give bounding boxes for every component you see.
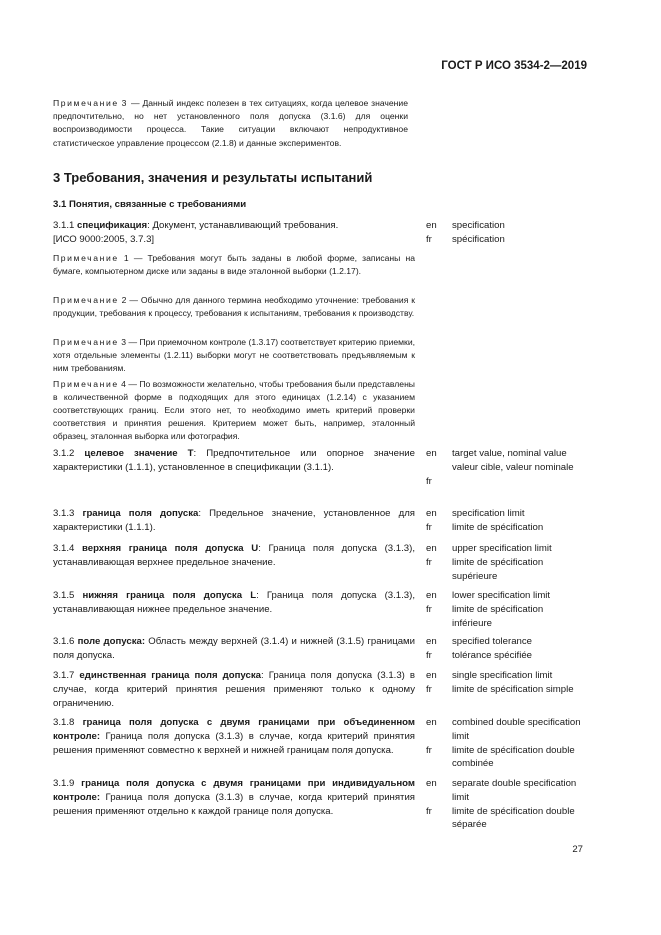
definition-3-1-1: 3.1.1 спецификация: Документ, устанавливающий требования. [ИСО 9000:2005, 3.7.3] [53, 220, 339, 245]
lang-code: en fr [426, 590, 437, 615]
definition-3-1-5: 3.1.5 нижняя граница поля допуска L: Граница поля допуска (3.1.3), устанавливающая нижнее предельное значение. [53, 590, 415, 615]
translation-3-1-6: specified tolerance tolérance spécifiée [452, 636, 532, 661]
section-title: 3 Требования, значения и результаты испытаний [53, 170, 373, 185]
lang-code: en fr [426, 508, 437, 533]
translation-3-1-2: target value, nominal value valeur cible, valeur nominale [452, 448, 574, 473]
intro-note: Примечание 3 — Данный индекс полезен в тех ситуациях, когда целевое значение предпочтительно, но нет установленного поля допуска (3.1.6) для оценки воспроизводимости процесса. Такие ситуации включают непродуктивное статистическое управление процессом (2.1.8) и данные экспериментов. [53, 98, 409, 148]
subsection-title: 3.1 Понятия, связанные с требованиями [53, 199, 247, 210]
translation-3-1-4: upper specification limit limite de spécification supérieure [452, 543, 552, 582]
translation-3-1-9: separate double specification limit limite de spécification double séparée [452, 778, 577, 831]
definition-3-1-8: 3.1.8 граница поля допуска с двумя границами при объединенном контроле: Граница поля допуска (3.1.3) в случае, когда критерий принятия решения применяют совместно к верхней и нижней границам поля допуска. [53, 717, 415, 756]
definition-3-1-7: 3.1.7 единственная граница поля допуска: Граница поля допуска (3.1.3) в случае, когда критерий принятия решения применяют только к одному ограничению. [53, 670, 416, 709]
lang-code: en fr [426, 778, 437, 817]
document-header: ГОСТ Р ИСО 3534-2—2019 [441, 60, 587, 72]
note-1: Примечание 1 — Требования могут быть заданы в любой форме, записаны на бумаге, компьютерном диске или заданы в виде эталонной выборки (1.2.17). [53, 253, 415, 276]
lang-code: en fr [426, 670, 437, 695]
definition-3-1-4: 3.1.4 верхняя граница поля допуска U: Граница поля допуска (3.1.3), устанавливающая верхнее предельное значение. [53, 543, 415, 568]
lang-code: en fr [426, 448, 437, 487]
translation-3-1-7: single specification limit limite de spécification simple [452, 670, 574, 695]
note-3: Примечание 3 — При приемочном контроле (1.3.17) соответствует критерию приемки, хотя отдельные элементы (1.2.11) выборки могут не соответствовать предъявляемым к ним требованиям. [53, 337, 416, 373]
definition-3-1-9: 3.1.9 граница поля допуска с двумя границами при индивидуальном контроле: Граница поля допуска (3.1.3) в случае, когда критерий принятия решения применяют отдельно к каждой границе поля допуска. [53, 778, 415, 817]
translation-3-1-5: lower specification limit limite de spécification inférieure [452, 590, 551, 629]
lang-code: en fr [426, 543, 437, 568]
translation-3-1-3: specification limit limite de spécification [452, 508, 544, 533]
definition-3-1-3: 3.1.3 граница поля допуска: Предельное значение, установленное для характеристики (1.1.1). [53, 508, 415, 533]
note-4: Примечание 4 — По возможности желательно, чтобы требования были представлены в количественной форме в подходящих для этого единицах (1.2.14) с указанием соответствующих границ. Если этого нет, то необходимо иметь критерий проверки соответствия и принятия решения. Критерием может быть, например, эталонный образец, эталонная выборка или фотография. [53, 379, 415, 441]
lang-code: en fr [426, 220, 437, 245]
page-number: 27 [572, 844, 583, 855]
translation-3-1-1: specification spécification [452, 220, 505, 245]
lang-code: en fr [426, 717, 437, 756]
definition-3-1-2: 3.1.2 целевое значение T: Предпочтительное или опорное значение характеристики (1.1.1), установленное в спецификации (3.1.1). [53, 448, 416, 473]
note-2: Примечание 2 — Обычно для данного термина необходимо уточнение: требования к продукции, требования к процессу, требования к испытаниям, требования к производству. [53, 295, 416, 318]
translation-3-1-8: combined double specification limit limite de spécification double combinée [452, 717, 581, 770]
note-label: Примечание [53, 98, 119, 108]
lang-code: en fr [426, 636, 437, 661]
definition-3-1-6: 3.1.6 поле допуска: Область между верхней (3.1.4) и нижней (3.1.5) границами поля допуска. [53, 636, 415, 661]
